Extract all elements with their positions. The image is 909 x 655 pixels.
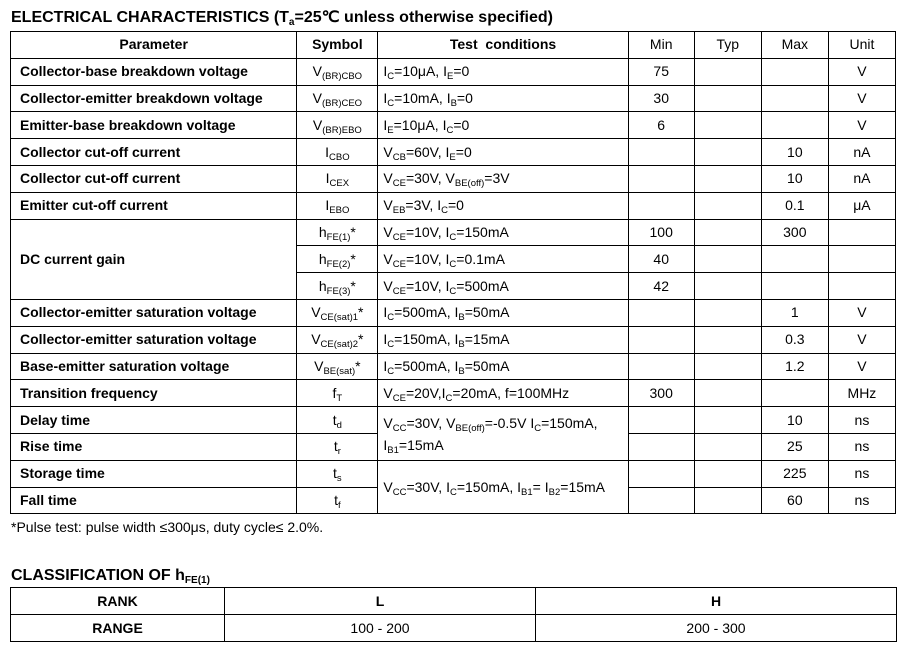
symbol-subscript: d: [336, 419, 342, 431]
condition-var: V: [383, 478, 393, 495]
symbol-base: h: [318, 277, 327, 294]
symbol-cell: [297, 85, 378, 112]
condition-subscript: B: [458, 339, 465, 351]
typ-value: [694, 58, 761, 85]
condition-subscript: C: [387, 71, 395, 83]
min-value: [628, 407, 694, 434]
symbol-subscript: s: [336, 473, 342, 485]
table-row: [11, 326, 896, 353]
condition-subscript: B: [458, 365, 465, 377]
condition-var: I: [445, 250, 450, 267]
table-row: [11, 165, 896, 192]
typ-value: [694, 433, 761, 460]
symbol-suffix: *: [350, 277, 356, 294]
header-max: Max: [761, 32, 828, 59]
condition-var: V: [383, 197, 393, 214]
table-row: [11, 112, 896, 139]
max-value: 1.2: [761, 353, 828, 380]
typ-value: [694, 139, 761, 166]
min-value: [628, 139, 694, 166]
max-value: 25: [761, 433, 828, 460]
condition-subscript: B: [450, 97, 457, 109]
typ-value: [694, 299, 761, 326]
condition-var: V: [383, 170, 393, 187]
symbol-cell: [297, 58, 378, 85]
unit-value: MHz: [828, 380, 895, 407]
min-value: 75: [628, 58, 694, 85]
parameter-cell: Fall time: [11, 487, 297, 514]
condition-subscript: C: [449, 231, 457, 243]
condition-var: I: [445, 223, 450, 240]
parameter-cell: Collector cut-off current: [11, 139, 297, 166]
typ-value: [694, 273, 761, 300]
condition-cell: [378, 460, 628, 514]
symbol-cell: [297, 460, 378, 487]
typ-value: [694, 246, 761, 273]
condition-subscript: C: [449, 486, 457, 498]
parameter-cell: Collector cut-off current: [11, 165, 297, 192]
header-typ: Typ: [694, 32, 761, 59]
condition-value: =150mA,: [456, 478, 518, 495]
condition-value: =0: [453, 63, 470, 80]
min-value: [628, 460, 694, 487]
unit-value: V: [828, 58, 895, 85]
condition-subscript: C: [387, 312, 395, 324]
condition-var: I: [441, 384, 446, 401]
symbol-subscript: CE(sat)1: [320, 312, 359, 324]
electrical-characteristics-table: [10, 31, 896, 514]
unit-value: ns: [828, 487, 895, 514]
table-row: [11, 192, 896, 219]
unit-value: ns: [828, 460, 895, 487]
parameter-cell: Collector-emitter saturation voltage: [11, 326, 297, 353]
condition-var: I: [383, 304, 388, 321]
symbol-base: f: [332, 384, 337, 401]
typ-value: [694, 192, 761, 219]
symbol-subscript: CBO: [329, 151, 350, 163]
table-row: [11, 85, 896, 112]
condition-var: V: [383, 250, 393, 267]
condition-value: =60V,: [405, 143, 446, 160]
max-value: [761, 58, 828, 85]
condition-value: =150mA,: [394, 331, 455, 348]
condition-var: V: [383, 223, 393, 240]
unit-value: nA: [828, 139, 895, 166]
condition-subscript: EB: [392, 205, 406, 217]
condition-subscript: CE: [392, 258, 406, 270]
symbol-suffix: *: [355, 357, 361, 374]
condition-subscript: C: [445, 392, 453, 404]
symbol-subscript: FE(3): [326, 285, 351, 297]
condition-var: I: [530, 415, 535, 432]
table-row: [11, 58, 896, 85]
condition-value: =15mA: [560, 478, 606, 495]
condition-value: =150mA,: [541, 415, 598, 432]
symbol-cell: [297, 487, 378, 514]
symbol-subscript: CE(sat)2: [320, 339, 359, 351]
max-value: 0.1: [761, 192, 828, 219]
typ-value: [694, 219, 761, 246]
unit-value: [828, 246, 895, 273]
condition-subscript: CB: [392, 151, 406, 163]
rank-row: [11, 588, 897, 615]
symbol-subscript: (BR)CBO: [321, 71, 363, 83]
condition-value: =150mA: [456, 223, 509, 240]
condition-value: =3V,: [405, 197, 438, 214]
max-value: 1: [761, 299, 828, 326]
condition-subscript: CE: [392, 392, 406, 404]
symbol-cell: [297, 353, 378, 380]
table-row: [11, 460, 896, 487]
unit-value: ns: [828, 407, 895, 434]
symbol-subscript: (BR)EBO: [322, 124, 362, 136]
parameter-cell: Base-emitter saturation voltage: [11, 353, 297, 380]
parameter-cell: Transition frequency: [11, 380, 297, 407]
typ-value: [694, 165, 761, 192]
symbol-base: t: [333, 438, 338, 455]
condition-subscript: C: [446, 124, 454, 136]
typ-value: [694, 407, 761, 434]
typ-value: [694, 487, 761, 514]
condition-var: I: [437, 197, 442, 214]
condition-subscript: C: [449, 285, 457, 297]
parameter-cell: Emitter-base breakdown voltage: [11, 112, 297, 139]
condition-subscript: E: [387, 124, 394, 136]
condition-value: =500mA,: [394, 357, 455, 374]
max-value: [761, 380, 828, 407]
table-row: [11, 353, 896, 380]
parameter-cell: Emitter cut-off current: [11, 192, 297, 219]
condition-subscript: B1: [521, 486, 533, 498]
condition-subscript: BE(off): [454, 178, 485, 190]
symbol-subscript: T: [336, 392, 343, 404]
pulse-test-note: *Pulse test: pulse width ≤300μs, duty cycle≤ 2.0%.: [11, 519, 324, 535]
unit-value: V: [828, 299, 895, 326]
condition-value: =0.1mA: [456, 250, 505, 267]
symbol-base: t: [332, 411, 337, 428]
condition-value: =10mA,: [394, 89, 447, 106]
max-value: 60: [761, 487, 828, 514]
max-value: 225: [761, 460, 828, 487]
unit-value: V: [828, 85, 895, 112]
condition-value: =30V,: [405, 170, 446, 187]
min-value: 40: [628, 246, 694, 273]
symbol-cell: [297, 192, 378, 219]
symbol-subscript: CEX: [329, 178, 350, 190]
typ-value: [694, 112, 761, 139]
condition-cell: [378, 58, 628, 85]
unit-value: V: [828, 326, 895, 353]
unit-value: nA: [828, 165, 895, 192]
heading-text: ELECTRICAL CHARACTERISTICS (T: [11, 9, 289, 26]
condition-var: I: [446, 478, 450, 495]
min-value: 30: [628, 85, 694, 112]
electrical-characteristics-heading: [11, 9, 553, 29]
condition-var: I: [383, 116, 388, 133]
condition-var: I: [383, 331, 388, 348]
condition-var: V: [445, 170, 455, 187]
symbol-base: I: [325, 143, 329, 160]
condition-value: =10μA,: [394, 63, 444, 80]
condition-subscript: CE: [392, 178, 406, 190]
condition-cell: [378, 246, 628, 273]
condition-cell: [378, 192, 628, 219]
condition-subscript: B2: [548, 486, 561, 498]
unit-value: [828, 273, 895, 300]
min-value: [628, 353, 694, 380]
symbol-base: V: [311, 304, 321, 321]
condition-value: =30V,: [406, 415, 447, 432]
symbol-subscript: f: [337, 499, 341, 511]
typ-value: [694, 460, 761, 487]
condition-var: I: [454, 331, 459, 348]
symbol-cell: [297, 246, 378, 273]
condition-subscript: C: [387, 97, 395, 109]
symbol-base: h: [318, 250, 327, 267]
condition-var: I: [443, 63, 447, 80]
header-row: [11, 32, 896, 59]
condition-cell: [378, 380, 628, 407]
symbol-subscript: FE(1): [326, 231, 351, 243]
parameter-cell: Rise time: [11, 433, 297, 460]
condition-var: I: [383, 437, 388, 454]
typ-value: [694, 353, 761, 380]
condition-value: =10V,: [405, 277, 446, 294]
condition-var: V: [383, 277, 393, 294]
parameter-cell: DC current gain: [11, 219, 297, 299]
table-row: [11, 299, 896, 326]
min-value: [628, 165, 694, 192]
min-value: 42: [628, 273, 694, 300]
min-value: [628, 326, 694, 353]
condition-value: =10μA,: [393, 116, 443, 133]
condition-cell: [378, 85, 628, 112]
condition-var: I: [454, 304, 459, 321]
parameter-cell: Storage time: [11, 460, 297, 487]
condition-subscript: CE: [392, 231, 406, 243]
table-row: [11, 219, 896, 246]
range-label: RANGE: [11, 615, 225, 642]
symbol-base: V: [314, 357, 324, 374]
heading-subscript: a: [288, 17, 295, 28]
condition-value: =500mA,: [394, 304, 455, 321]
condition-cell: [378, 407, 628, 461]
condition-value: =: [532, 478, 545, 495]
header-symbol: Symbol: [297, 32, 378, 59]
symbol-base: V: [312, 89, 322, 106]
range-h: 200 - 300: [536, 615, 897, 642]
classification-heading-subscript: FE(1): [184, 575, 210, 586]
header-parameter: Parameter: [11, 32, 297, 59]
condition-var: I: [454, 357, 459, 374]
table-row: [11, 407, 896, 434]
max-value: 10: [761, 139, 828, 166]
symbol-suffix: *: [350, 223, 356, 240]
condition-value: =-0.5V: [484, 415, 531, 432]
symbol-subscript: BE(sat): [323, 365, 356, 377]
symbol-base: I: [325, 197, 330, 214]
condition-subscript: C: [387, 339, 395, 351]
symbol-cell: [297, 165, 378, 192]
condition-subscript: CC: [392, 423, 407, 435]
rank-h: H: [536, 588, 897, 615]
condition-subscript: C: [441, 205, 448, 217]
max-value: 10: [761, 165, 828, 192]
symbol-base: I: [325, 170, 330, 187]
condition-var: I: [544, 478, 549, 495]
condition-subscript: E: [449, 151, 456, 163]
unit-value: V: [828, 353, 895, 380]
symbol-cell: [297, 326, 378, 353]
symbol-cell: [297, 219, 378, 246]
symbol-cell: [297, 139, 378, 166]
symbol-base: V: [312, 116, 323, 133]
symbol-subscript: r: [337, 446, 341, 458]
condition-subscript: CC: [392, 486, 407, 498]
condition-value: =20V,: [405, 384, 442, 401]
condition-value: =50mA: [464, 357, 510, 374]
table-row: [11, 380, 896, 407]
condition-cell: [378, 273, 628, 300]
condition-value: =0: [447, 197, 464, 214]
condition-value: =15mA: [464, 331, 510, 348]
symbol-cell: [297, 299, 378, 326]
classification-heading: [11, 567, 210, 587]
heading-text-rest: =25℃ unless otherwise specified): [294, 9, 553, 26]
max-value: [761, 246, 828, 273]
symbol-cell: [297, 407, 378, 434]
max-value: 0.3: [761, 326, 828, 353]
condition-value: =20mA, f=100MHz: [452, 384, 570, 401]
symbol-subscript: EBO: [329, 205, 350, 217]
symbol-cell: [297, 112, 378, 139]
condition-var: I: [446, 89, 451, 106]
condition-value: =10V,: [405, 223, 446, 240]
typ-value: [694, 326, 761, 353]
condition-subscript: B: [458, 312, 465, 324]
classification-heading-text: CLASSIFICATION OF h: [11, 567, 185, 584]
symbol-cell: [297, 273, 378, 300]
condition-subscript: CE: [392, 285, 406, 297]
classification-table: [10, 587, 897, 642]
symbol-base: V: [311, 331, 321, 348]
min-value: [628, 192, 694, 219]
min-value: 100: [628, 219, 694, 246]
symbol-suffix: *: [358, 304, 364, 321]
unit-value: μA: [828, 192, 895, 219]
typ-value: [694, 380, 761, 407]
condition-var: I: [383, 357, 388, 374]
min-value: 300: [628, 380, 694, 407]
range-row: [11, 615, 897, 642]
condition-value: =15mA: [398, 437, 444, 454]
condition-var: I: [517, 478, 522, 495]
table-row: [11, 139, 896, 166]
header-test-conditions: Test conditions: [378, 32, 628, 59]
min-value: 6: [628, 112, 694, 139]
condition-subscript: B1: [387, 445, 399, 457]
max-value: 10: [761, 407, 828, 434]
unit-value: V: [828, 112, 895, 139]
rank-l: L: [225, 588, 536, 615]
condition-subscript: E: [446, 71, 454, 83]
symbol-base: t: [333, 465, 337, 482]
condition-cell: [378, 219, 628, 246]
unit-value: ns: [828, 433, 895, 460]
condition-var: I: [442, 116, 447, 133]
condition-var: I: [445, 143, 450, 160]
range-l: 100 - 200: [225, 615, 536, 642]
condition-value: =0: [455, 143, 472, 160]
condition-value: =3V: [484, 170, 510, 187]
condition-value: =0: [456, 89, 473, 106]
condition-cell: [378, 326, 628, 353]
symbol-cell: [297, 433, 378, 460]
max-value: [761, 112, 828, 139]
condition-cell: [378, 139, 628, 166]
parameter-cell: Collector-emitter saturation voltage: [11, 299, 297, 326]
condition-value: =500mA: [456, 277, 509, 294]
condition-var: I: [383, 63, 388, 80]
condition-subscript: BE(off): [455, 423, 485, 435]
condition-var: I: [445, 277, 450, 294]
condition-value: =30V,: [406, 478, 447, 495]
min-value: [628, 433, 694, 460]
condition-subscript: C: [534, 423, 542, 435]
max-value: [761, 85, 828, 112]
header-unit: Unit: [828, 32, 895, 59]
parameter-cell: Delay time: [11, 407, 297, 434]
condition-cell: [378, 165, 628, 192]
typ-value: [694, 85, 761, 112]
condition-var: V: [383, 384, 393, 401]
symbol-suffix: *: [350, 250, 356, 267]
unit-value: [828, 219, 895, 246]
max-value: 300: [761, 219, 828, 246]
condition-var: I: [383, 89, 388, 106]
rank-label: RANK: [11, 588, 225, 615]
condition-value: =0: [453, 116, 470, 133]
symbol-cell: [297, 380, 378, 407]
symbol-base: t: [334, 491, 338, 508]
min-value: [628, 299, 694, 326]
header-min: Min: [628, 32, 694, 59]
condition-cell: [378, 299, 628, 326]
max-value: [761, 273, 828, 300]
condition-subscript: C: [387, 365, 395, 377]
symbol-suffix: *: [358, 331, 364, 348]
condition-var: V: [383, 415, 393, 432]
condition-var: V: [446, 415, 456, 432]
symbol-base: h: [318, 223, 327, 240]
symbol-subscript: (BR)CEO: [321, 97, 363, 109]
symbol-base: V: [312, 63, 322, 80]
condition-value: =10V,: [405, 250, 446, 267]
condition-value: =50mA: [464, 304, 510, 321]
condition-var: V: [383, 143, 393, 160]
min-value: [628, 487, 694, 514]
condition-cell: [378, 112, 628, 139]
condition-cell: [378, 353, 628, 380]
condition-subscript: C: [449, 258, 457, 270]
parameter-cell: Collector-base breakdown voltage: [11, 58, 297, 85]
symbol-subscript: FE(2): [326, 258, 351, 270]
parameter-cell: Collector-emitter breakdown voltage: [11, 85, 297, 112]
